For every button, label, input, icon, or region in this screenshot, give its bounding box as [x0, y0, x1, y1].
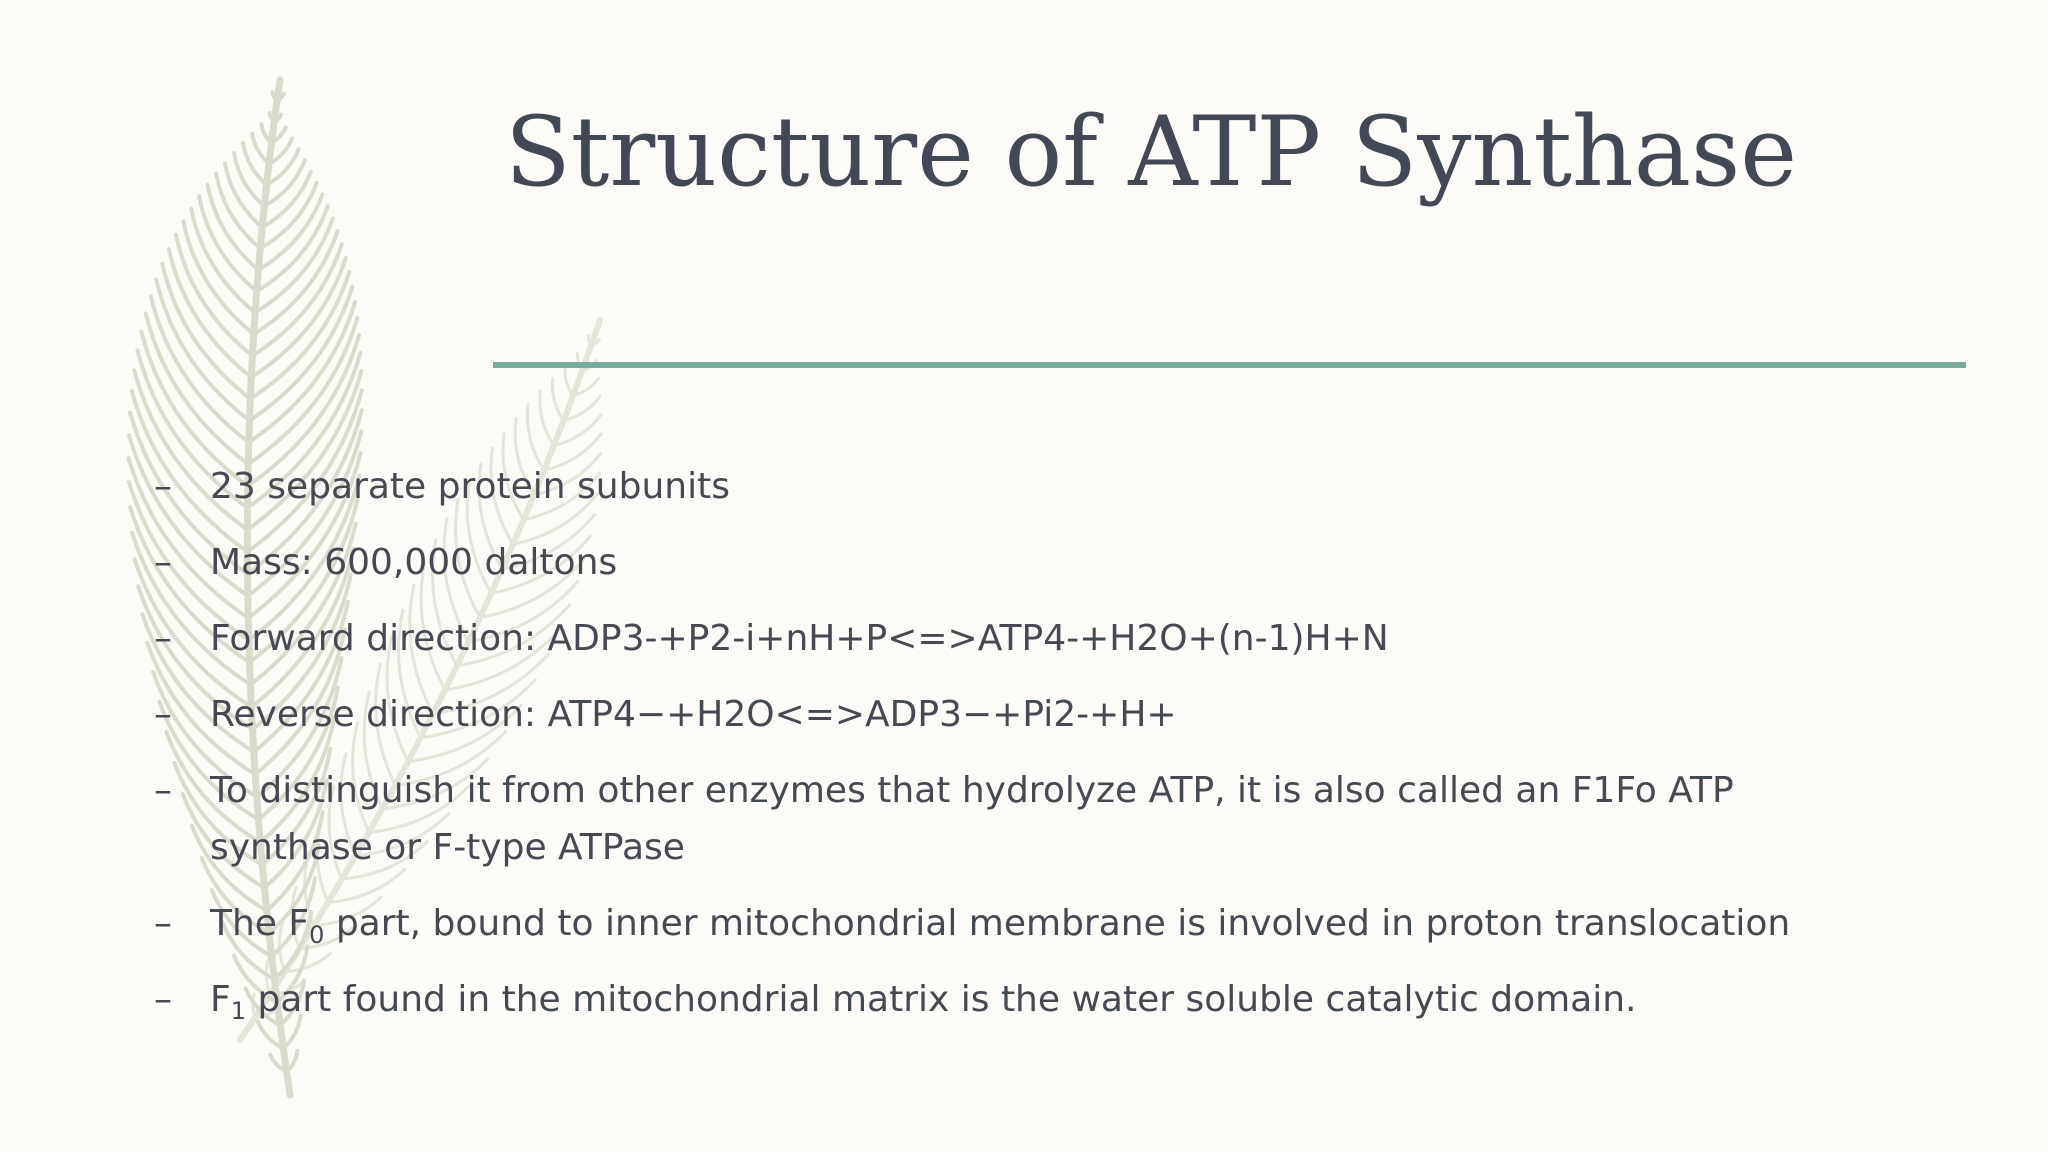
- bullet-item: [150, 610, 1890, 667]
- bullet-marker: –: [154, 542, 172, 583]
- subscript: 1: [230, 997, 246, 1025]
- bullet-text-pre: The F: [210, 903, 310, 944]
- bullet-text: 23 separate protein subunits: [210, 466, 730, 507]
- bullet-text: [210, 979, 1637, 1025]
- bullet-text-pre: F: [210, 979, 231, 1020]
- bullet-text-post: part, bound to inner mitochondrial membrane is involved in proton translocation: [324, 903, 1791, 944]
- bullet-marker: –: [154, 770, 172, 811]
- bullet-text: Forward direction: ADP3-+P2-i+nH+P<=>ATP4-+H2O+(n-1)H+N: [210, 618, 1389, 659]
- bullet-text: Reverse direction: ATP4−+H2O<=>ADP3−+Pi2-+H+: [210, 694, 1177, 735]
- slide-title: Structure of ATP Synthase: [505, 96, 1798, 208]
- bullet-text: Mass: 600,000 daltons: [210, 542, 618, 583]
- bullet-item: [150, 534, 1890, 591]
- subscript: 0: [309, 921, 325, 949]
- bullet-text: [210, 903, 1791, 949]
- bullet-item: [150, 971, 1890, 1028]
- bullet-item: [150, 458, 1890, 515]
- bullet-marker: –: [154, 618, 172, 659]
- bullet-item: [150, 762, 1890, 876]
- bullet-item: [150, 895, 1890, 952]
- bullet-marker: –: [154, 466, 172, 507]
- bullet-marker: –: [154, 903, 172, 944]
- bullet-item: [150, 686, 1890, 743]
- bullet-list: [150, 458, 1890, 1047]
- title-divider: [493, 362, 1966, 368]
- bullet-marker: –: [154, 694, 172, 735]
- bullet-marker: –: [154, 979, 172, 1020]
- bullet-text: To distinguish it from other enzymes that hydrolyze ATP, it is also called an F1Fo ATP synthase or F-type ATPase: [210, 770, 1734, 868]
- bullet-text-post: part found in the mitochondrial matrix is the water soluble catalytic domain.: [246, 979, 1637, 1020]
